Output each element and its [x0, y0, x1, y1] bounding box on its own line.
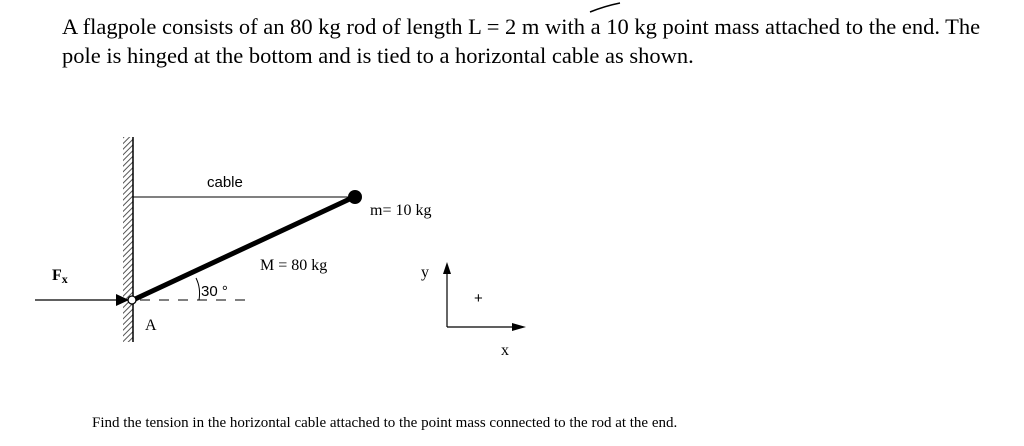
x-axis-label: x — [501, 342, 509, 359]
wall-hatching — [123, 137, 133, 342]
y-axis-label: y — [421, 264, 429, 281]
positive-sign: + — [474, 290, 483, 307]
y-axis-arrowhead — [443, 262, 451, 274]
angle-label: 30 ° — [201, 283, 228, 300]
x-axis-arrowhead — [512, 323, 526, 331]
point-mass — [348, 190, 362, 204]
force-label: Fx — [52, 267, 68, 286]
point-mass-label: m= 10 kg — [370, 202, 432, 219]
cable-label: cable — [207, 174, 243, 191]
rod-mass-label: M = 80 kg — [260, 257, 328, 274]
hinge-label: A — [145, 317, 157, 334]
question-text: Find the tension in the horizontal cable attached to the point mass connected to the rod at the end. — [92, 415, 678, 431]
hinge-pin — [128, 296, 136, 304]
rod — [133, 197, 354, 300]
problem-statement: A flagpole consists of an 80 kg rod of length L = 2 m with a 10 kg point mass attached to the end. The pole is hinged at the bottom and is tied to a horizontal cable as shown. — [62, 14, 981, 68]
angle-arc — [196, 278, 200, 300]
stray-pen-mark — [590, 3, 620, 12]
